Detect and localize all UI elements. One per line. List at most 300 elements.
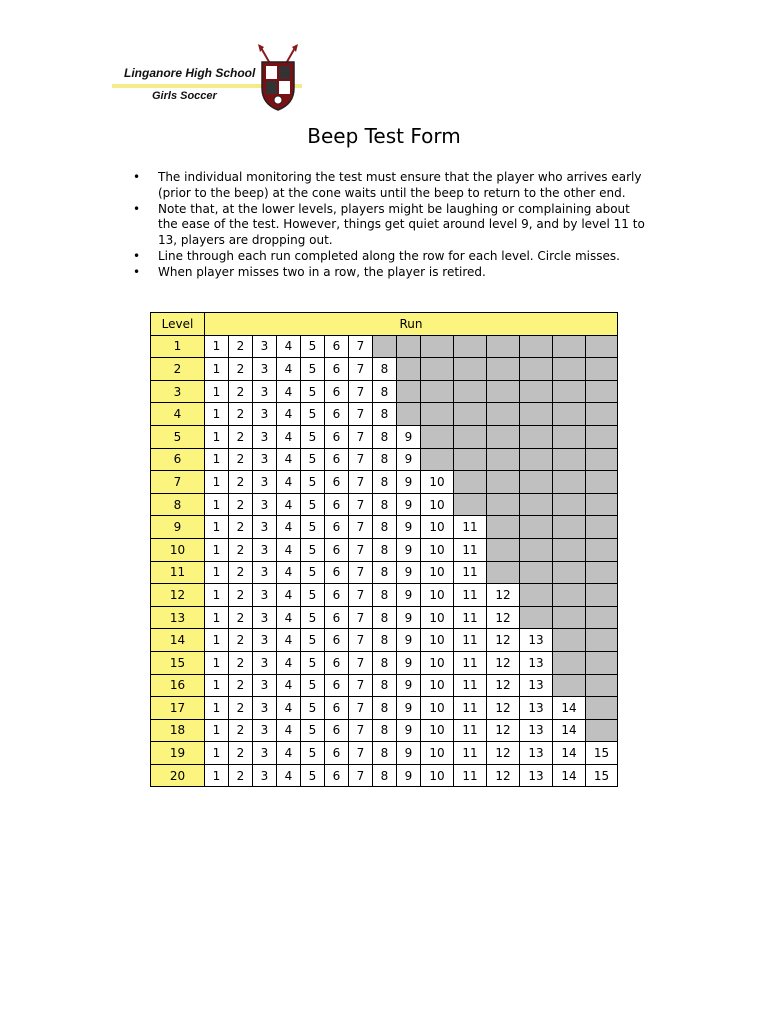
run-cell: 3 bbox=[253, 380, 277, 403]
table-row bbox=[151, 380, 618, 403]
unused-run-cell bbox=[397, 335, 421, 358]
run-cell: 7 bbox=[349, 561, 373, 584]
run-cell: 8 bbox=[373, 403, 397, 426]
run-cell: 4 bbox=[277, 493, 301, 516]
run-cell: 12 bbox=[487, 697, 520, 720]
run-cell: 2 bbox=[229, 425, 253, 448]
run-cell: 12 bbox=[487, 651, 520, 674]
run-cell: 2 bbox=[229, 697, 253, 720]
run-cell: 10 bbox=[421, 516, 454, 539]
run-cell: 4 bbox=[277, 561, 301, 584]
run-cell: 10 bbox=[421, 674, 454, 697]
run-cell: 13 bbox=[520, 764, 553, 787]
run-cell: 2 bbox=[229, 742, 253, 765]
run-cell: 5 bbox=[301, 697, 325, 720]
run-cell: 1 bbox=[205, 425, 229, 448]
level-cell: 18 bbox=[151, 719, 205, 742]
unused-run-cell bbox=[553, 584, 586, 607]
unused-run-cell bbox=[520, 516, 553, 539]
run-cell: 10 bbox=[421, 606, 454, 629]
level-cell: 2 bbox=[151, 358, 205, 381]
run-cell: 7 bbox=[349, 606, 373, 629]
unused-run-cell bbox=[586, 358, 618, 381]
unused-run-cell bbox=[373, 335, 397, 358]
run-cell: 7 bbox=[349, 358, 373, 381]
run-cell: 7 bbox=[349, 448, 373, 471]
table-row bbox=[151, 358, 618, 381]
run-cell: 1 bbox=[205, 335, 229, 358]
table-row bbox=[151, 493, 618, 516]
unused-run-cell bbox=[397, 358, 421, 381]
table-row bbox=[151, 651, 618, 674]
run-cell: 5 bbox=[301, 448, 325, 471]
table-row bbox=[151, 674, 618, 697]
unused-run-cell bbox=[553, 606, 586, 629]
run-cell: 1 bbox=[205, 719, 229, 742]
run-cell: 7 bbox=[349, 538, 373, 561]
run-cell: 5 bbox=[301, 606, 325, 629]
run-cell: 12 bbox=[487, 606, 520, 629]
level-cell: 12 bbox=[151, 584, 205, 607]
run-cell: 3 bbox=[253, 606, 277, 629]
unused-run-cell bbox=[586, 651, 618, 674]
run-cell: 13 bbox=[520, 651, 553, 674]
run-cell: 5 bbox=[301, 584, 325, 607]
unused-run-cell bbox=[397, 403, 421, 426]
run-cell: 10 bbox=[421, 697, 454, 720]
unused-run-cell bbox=[487, 403, 520, 426]
run-cell: 4 bbox=[277, 697, 301, 720]
table-row bbox=[151, 538, 618, 561]
unused-run-cell bbox=[421, 335, 454, 358]
table-row bbox=[151, 561, 618, 584]
run-cell: 5 bbox=[301, 561, 325, 584]
run-cell: 3 bbox=[253, 651, 277, 674]
unused-run-cell bbox=[553, 516, 586, 539]
unused-run-cell bbox=[454, 448, 487, 471]
run-cell: 9 bbox=[397, 538, 421, 561]
run-cell: 1 bbox=[205, 493, 229, 516]
run-cell: 13 bbox=[520, 629, 553, 652]
run-cell: 6 bbox=[325, 335, 349, 358]
run-cell: 3 bbox=[253, 719, 277, 742]
run-cell: 3 bbox=[253, 335, 277, 358]
instruction-item: • The individual monitoring the test must ensure that the player who arrives early (prior to the beep) at the cone waits until the beep to return to the other end. bbox=[130, 170, 650, 202]
unused-run-cell bbox=[520, 538, 553, 561]
run-cell: 13 bbox=[520, 674, 553, 697]
run-cell: 8 bbox=[373, 425, 397, 448]
run-cell: 6 bbox=[325, 403, 349, 426]
run-cell: 13 bbox=[520, 742, 553, 765]
unused-run-cell bbox=[586, 335, 618, 358]
level-cell: 15 bbox=[151, 651, 205, 674]
run-cell: 6 bbox=[325, 674, 349, 697]
run-cell: 4 bbox=[277, 516, 301, 539]
level-cell: 20 bbox=[151, 764, 205, 787]
unused-run-cell bbox=[586, 403, 618, 426]
run-cell: 5 bbox=[301, 764, 325, 787]
unused-run-cell bbox=[454, 425, 487, 448]
unused-run-cell bbox=[586, 697, 618, 720]
run-cell: 2 bbox=[229, 538, 253, 561]
run-cell: 8 bbox=[373, 697, 397, 720]
run-cell: 9 bbox=[397, 719, 421, 742]
unused-run-cell bbox=[553, 425, 586, 448]
unused-run-cell bbox=[586, 538, 618, 561]
unused-run-cell bbox=[586, 584, 618, 607]
run-cell: 1 bbox=[205, 448, 229, 471]
run-cell: 9 bbox=[397, 742, 421, 765]
run-cell: 8 bbox=[373, 516, 397, 539]
run-cell: 10 bbox=[421, 538, 454, 561]
run-cell: 6 bbox=[325, 516, 349, 539]
run-cell: 14 bbox=[553, 719, 586, 742]
run-cell: 2 bbox=[229, 629, 253, 652]
run-cell: 3 bbox=[253, 403, 277, 426]
run-cell: 3 bbox=[253, 448, 277, 471]
level-cell: 9 bbox=[151, 516, 205, 539]
unused-run-cell bbox=[553, 403, 586, 426]
unused-run-cell bbox=[586, 719, 618, 742]
unused-run-cell bbox=[586, 448, 618, 471]
run-cell: 1 bbox=[205, 561, 229, 584]
table-row bbox=[151, 335, 618, 358]
run-cell: 7 bbox=[349, 764, 373, 787]
run-cell: 6 bbox=[325, 358, 349, 381]
unused-run-cell bbox=[586, 561, 618, 584]
table-row bbox=[151, 764, 618, 787]
run-cell: 8 bbox=[373, 584, 397, 607]
run-cell: 13 bbox=[520, 697, 553, 720]
run-cell: 4 bbox=[277, 358, 301, 381]
unused-run-cell bbox=[520, 358, 553, 381]
run-cell: 1 bbox=[205, 606, 229, 629]
unused-run-cell bbox=[520, 335, 553, 358]
instruction-item: • When player misses two in a row, the player is retired. bbox=[130, 265, 650, 281]
run-cell: 7 bbox=[349, 425, 373, 448]
run-cell: 7 bbox=[349, 584, 373, 607]
unused-run-cell bbox=[454, 335, 487, 358]
run-cell: 9 bbox=[397, 629, 421, 652]
school-logo bbox=[112, 42, 312, 114]
run-cell: 8 bbox=[373, 629, 397, 652]
run-cell: 5 bbox=[301, 471, 325, 494]
instructions-list bbox=[130, 170, 650, 281]
run-cell: 7 bbox=[349, 471, 373, 494]
run-cell: 5 bbox=[301, 516, 325, 539]
table-row bbox=[151, 719, 618, 742]
run-cell: 6 bbox=[325, 538, 349, 561]
level-cell: 19 bbox=[151, 742, 205, 765]
run-header: Run bbox=[205, 313, 618, 336]
run-cell: 3 bbox=[253, 674, 277, 697]
unused-run-cell bbox=[487, 425, 520, 448]
run-cell: 14 bbox=[553, 697, 586, 720]
run-cell: 6 bbox=[325, 764, 349, 787]
run-cell: 2 bbox=[229, 516, 253, 539]
unused-run-cell bbox=[553, 448, 586, 471]
level-cell: 14 bbox=[151, 629, 205, 652]
run-cell: 11 bbox=[454, 516, 487, 539]
run-cell: 1 bbox=[205, 358, 229, 381]
table-row bbox=[151, 403, 618, 426]
run-cell: 6 bbox=[325, 425, 349, 448]
run-cell: 5 bbox=[301, 403, 325, 426]
table-row bbox=[151, 448, 618, 471]
unused-run-cell bbox=[487, 538, 520, 561]
run-cell: 9 bbox=[397, 471, 421, 494]
unused-run-cell bbox=[487, 516, 520, 539]
run-cell: 8 bbox=[373, 561, 397, 584]
run-cell: 15 bbox=[586, 764, 618, 787]
run-cell: 2 bbox=[229, 403, 253, 426]
run-cell: 10 bbox=[421, 742, 454, 765]
run-cell: 5 bbox=[301, 425, 325, 448]
run-cell: 6 bbox=[325, 606, 349, 629]
unused-run-cell bbox=[553, 380, 586, 403]
unused-run-cell bbox=[520, 584, 553, 607]
run-cell: 4 bbox=[277, 538, 301, 561]
run-cell: 14 bbox=[553, 764, 586, 787]
unused-run-cell bbox=[454, 403, 487, 426]
run-cell: 7 bbox=[349, 651, 373, 674]
run-cell: 10 bbox=[421, 651, 454, 674]
run-cell: 10 bbox=[421, 471, 454, 494]
level-header: Level bbox=[151, 313, 205, 336]
run-cell: 11 bbox=[454, 742, 487, 765]
run-cell: 12 bbox=[487, 719, 520, 742]
unused-run-cell bbox=[520, 606, 553, 629]
run-cell: 2 bbox=[229, 448, 253, 471]
run-cell: 4 bbox=[277, 425, 301, 448]
unused-run-cell bbox=[553, 538, 586, 561]
run-cell: 3 bbox=[253, 471, 277, 494]
run-cell: 11 bbox=[454, 697, 487, 720]
run-cell: 2 bbox=[229, 606, 253, 629]
table-row bbox=[151, 425, 618, 448]
level-cell: 11 bbox=[151, 561, 205, 584]
run-cell: 9 bbox=[397, 697, 421, 720]
run-cell: 6 bbox=[325, 380, 349, 403]
unused-run-cell bbox=[586, 380, 618, 403]
unused-run-cell bbox=[454, 358, 487, 381]
run-cell: 8 bbox=[373, 764, 397, 787]
run-cell: 1 bbox=[205, 742, 229, 765]
run-cell: 8 bbox=[373, 674, 397, 697]
unused-run-cell bbox=[397, 380, 421, 403]
unused-run-cell bbox=[553, 471, 586, 494]
unused-run-cell bbox=[520, 425, 553, 448]
run-cell: 12 bbox=[487, 742, 520, 765]
run-cell: 8 bbox=[373, 493, 397, 516]
table-row bbox=[151, 629, 618, 652]
run-cell: 8 bbox=[373, 742, 397, 765]
run-cell: 4 bbox=[277, 629, 301, 652]
table-header-row bbox=[151, 313, 618, 336]
run-cell: 3 bbox=[253, 764, 277, 787]
level-cell: 5 bbox=[151, 425, 205, 448]
run-cell: 10 bbox=[421, 629, 454, 652]
unused-run-cell bbox=[421, 425, 454, 448]
unused-run-cell bbox=[553, 561, 586, 584]
run-cell: 1 bbox=[205, 403, 229, 426]
run-cell: 9 bbox=[397, 651, 421, 674]
run-cell: 4 bbox=[277, 651, 301, 674]
run-cell: 11 bbox=[454, 629, 487, 652]
run-cell: 15 bbox=[586, 742, 618, 765]
unused-run-cell bbox=[487, 471, 520, 494]
unused-run-cell bbox=[520, 561, 553, 584]
run-cell: 1 bbox=[205, 516, 229, 539]
run-cell: 9 bbox=[397, 493, 421, 516]
run-cell: 5 bbox=[301, 651, 325, 674]
run-cell: 1 bbox=[205, 584, 229, 607]
unused-run-cell bbox=[553, 335, 586, 358]
unused-run-cell bbox=[586, 516, 618, 539]
run-cell: 13 bbox=[520, 719, 553, 742]
run-cell: 1 bbox=[205, 674, 229, 697]
unused-run-cell bbox=[487, 561, 520, 584]
unused-run-cell bbox=[586, 629, 618, 652]
unused-run-cell bbox=[487, 358, 520, 381]
table-row bbox=[151, 516, 618, 539]
run-cell: 6 bbox=[325, 448, 349, 471]
run-cell: 3 bbox=[253, 358, 277, 381]
run-cell: 6 bbox=[325, 651, 349, 674]
unused-run-cell bbox=[487, 380, 520, 403]
run-cell: 5 bbox=[301, 629, 325, 652]
run-cell: 7 bbox=[349, 380, 373, 403]
unused-run-cell bbox=[487, 448, 520, 471]
run-cell: 6 bbox=[325, 742, 349, 765]
level-cell: 16 bbox=[151, 674, 205, 697]
run-cell: 10 bbox=[421, 561, 454, 584]
run-cell: 9 bbox=[397, 674, 421, 697]
page-title: Beep Test Form bbox=[307, 124, 461, 148]
run-cell: 7 bbox=[349, 493, 373, 516]
run-cell: 3 bbox=[253, 561, 277, 584]
run-cell: 10 bbox=[421, 764, 454, 787]
run-cell: 7 bbox=[349, 697, 373, 720]
run-cell: 3 bbox=[253, 516, 277, 539]
run-cell: 4 bbox=[277, 380, 301, 403]
level-cell: 1 bbox=[151, 335, 205, 358]
run-cell: 12 bbox=[487, 764, 520, 787]
run-cell: 3 bbox=[253, 742, 277, 765]
run-cell: 4 bbox=[277, 764, 301, 787]
unused-run-cell bbox=[487, 335, 520, 358]
run-cell: 11 bbox=[454, 651, 487, 674]
run-cell: 6 bbox=[325, 719, 349, 742]
instruction-item: • Line through each run completed along the row for each level. Circle misses. bbox=[130, 249, 650, 265]
table-row bbox=[151, 606, 618, 629]
run-cell: 9 bbox=[397, 606, 421, 629]
run-cell: 4 bbox=[277, 606, 301, 629]
unused-run-cell bbox=[586, 674, 618, 697]
run-cell: 2 bbox=[229, 493, 253, 516]
unused-run-cell bbox=[586, 471, 618, 494]
run-cell: 8 bbox=[373, 538, 397, 561]
run-cell: 6 bbox=[325, 584, 349, 607]
run-cell: 8 bbox=[373, 651, 397, 674]
run-cell: 11 bbox=[454, 538, 487, 561]
run-cell: 3 bbox=[253, 629, 277, 652]
run-cell: 4 bbox=[277, 674, 301, 697]
run-cell: 2 bbox=[229, 719, 253, 742]
run-cell: 5 bbox=[301, 538, 325, 561]
run-cell: 1 bbox=[205, 697, 229, 720]
run-cell: 10 bbox=[421, 584, 454, 607]
run-cell: 12 bbox=[487, 674, 520, 697]
level-cell: 3 bbox=[151, 380, 205, 403]
unused-run-cell bbox=[454, 380, 487, 403]
run-cell: 12 bbox=[487, 629, 520, 652]
run-cell: 11 bbox=[454, 674, 487, 697]
run-cell: 2 bbox=[229, 380, 253, 403]
level-cell: 8 bbox=[151, 493, 205, 516]
run-cell: 11 bbox=[454, 584, 487, 607]
beep-test-table bbox=[150, 312, 618, 787]
run-cell: 9 bbox=[397, 425, 421, 448]
run-cell: 4 bbox=[277, 448, 301, 471]
unused-run-cell bbox=[553, 493, 586, 516]
run-cell: 7 bbox=[349, 674, 373, 697]
run-cell: 14 bbox=[553, 742, 586, 765]
table-row bbox=[151, 584, 618, 607]
unused-run-cell bbox=[421, 380, 454, 403]
run-cell: 10 bbox=[421, 719, 454, 742]
run-cell: 1 bbox=[205, 629, 229, 652]
unused-run-cell bbox=[421, 403, 454, 426]
run-cell: 8 bbox=[373, 380, 397, 403]
unused-run-cell bbox=[553, 651, 586, 674]
unused-run-cell bbox=[586, 425, 618, 448]
instruction-item: • Note that, at the lower levels, players might be laughing or complaining about the ease of the test. However, things get quiet around level 9, and by level 11 to 13, players are dropping out. bbox=[130, 202, 650, 249]
run-cell: 9 bbox=[397, 516, 421, 539]
run-cell: 11 bbox=[454, 719, 487, 742]
unused-run-cell bbox=[421, 358, 454, 381]
run-cell: 11 bbox=[454, 561, 487, 584]
run-cell: 9 bbox=[397, 561, 421, 584]
unused-run-cell bbox=[421, 448, 454, 471]
run-cell: 8 bbox=[373, 719, 397, 742]
run-cell: 7 bbox=[349, 335, 373, 358]
run-cell: 4 bbox=[277, 584, 301, 607]
run-cell: 4 bbox=[277, 403, 301, 426]
run-cell: 6 bbox=[325, 561, 349, 584]
level-cell: 4 bbox=[151, 403, 205, 426]
unused-run-cell bbox=[520, 493, 553, 516]
run-cell: 2 bbox=[229, 584, 253, 607]
run-cell: 2 bbox=[229, 335, 253, 358]
run-cell: 5 bbox=[301, 674, 325, 697]
run-cell: 7 bbox=[349, 516, 373, 539]
run-cell: 7 bbox=[349, 403, 373, 426]
run-cell: 10 bbox=[421, 493, 454, 516]
run-cell: 5 bbox=[301, 719, 325, 742]
run-cell: 7 bbox=[349, 742, 373, 765]
run-cell: 11 bbox=[454, 606, 487, 629]
run-cell: 1 bbox=[205, 764, 229, 787]
run-cell: 4 bbox=[277, 471, 301, 494]
run-cell: 3 bbox=[253, 697, 277, 720]
run-cell: 4 bbox=[277, 742, 301, 765]
run-cell: 6 bbox=[325, 629, 349, 652]
school-crest-icon bbox=[254, 44, 302, 112]
unused-run-cell bbox=[520, 403, 553, 426]
run-cell: 7 bbox=[349, 719, 373, 742]
table-row bbox=[151, 697, 618, 720]
